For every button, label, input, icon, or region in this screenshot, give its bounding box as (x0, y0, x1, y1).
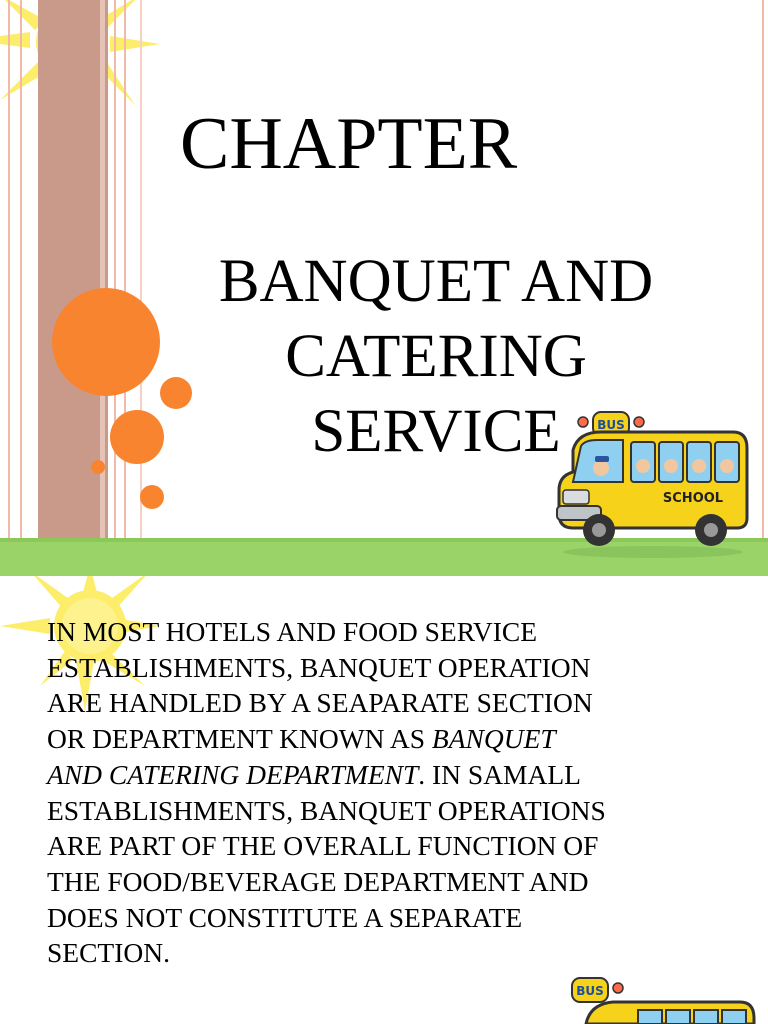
decor-line (8, 0, 10, 576)
school-bus-icon (568, 964, 768, 1024)
body-line-text: OR DEPARTMENT KNOWN AS (47, 723, 432, 755)
body-line: ESTABLISHMENTS, BANQUET OPERATIONS (47, 794, 606, 826)
decor-line (124, 0, 126, 576)
content-slide (0, 576, 768, 1024)
school-bus-icon (553, 410, 753, 560)
body-line: ARE HANDLED BY A SEAPARATE SECTION (47, 687, 593, 719)
body-line-text: . IN SAMALL (418, 758, 581, 790)
orange-circle-small (91, 460, 105, 474)
body-line: IN MOST HOTELS AND FOOD SERVICE (47, 616, 538, 647)
orange-circle-large (52, 288, 160, 396)
body-line: ARE PART OF THE OVERALL FUNCTION OF (47, 830, 599, 862)
body-line: SECTION. (47, 937, 170, 969)
slide-body-text (47, 614, 747, 971)
department-name-italic: BANQUET (431, 723, 556, 755)
decor-line (20, 0, 22, 576)
decor-line (762, 0, 764, 576)
bus-top-sign: BUS (597, 418, 625, 432)
bus-side-sign: SCHOOL (662, 491, 724, 506)
orange-circle (110, 410, 164, 464)
body-line: THE FOOD/BEVERAGE DEPARTMENT AND (47, 865, 589, 897)
body-line: ESTABLISHMENTS, BANQUET OPERATION (47, 651, 591, 683)
body-line (47, 757, 747, 793)
body-line (47, 721, 747, 757)
subtitle-line: SERVICE (311, 398, 561, 465)
chapter-title: CHAPTER (180, 103, 518, 185)
orange-circle (140, 485, 164, 509)
subtitle-line: BANQUET AND (218, 248, 654, 315)
bus-top-sign: BUS (576, 984, 604, 998)
department-name-italic: AND CATERING DEPARTMENT (47, 758, 419, 790)
body-line: DOES NOT CONSTITUTE A SEPARATE (47, 901, 523, 933)
subtitle-line: CATERING (285, 323, 587, 390)
